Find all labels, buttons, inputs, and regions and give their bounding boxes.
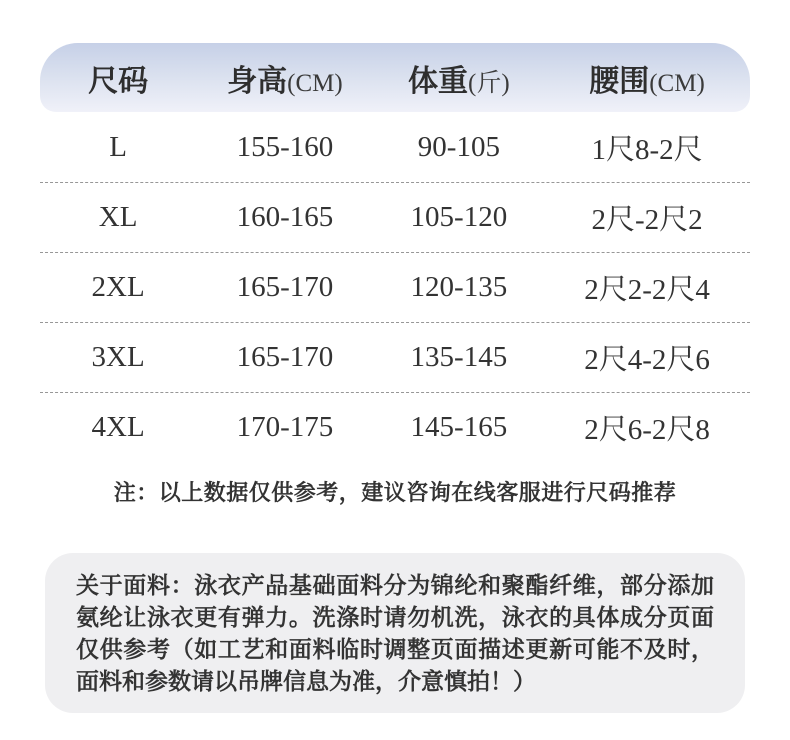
cell-waist: 2尺6-2尺8 [584, 414, 710, 446]
size-chart-page [0, 43, 790, 740]
cell-size: 4XL [91, 411, 145, 443]
column-header-weight-unit: (斤) [468, 69, 510, 97]
cell-size: XL [98, 201, 138, 233]
cell-size: 2XL [91, 271, 145, 303]
cell-waist: 2尺-2尺2 [591, 204, 703, 236]
column-header-weight [374, 56, 544, 100]
column-header-size-label: 尺码 [88, 64, 149, 98]
size-table-body [40, 112, 750, 462]
cell-height: 160-165 [236, 201, 334, 233]
reference-note: 注：以上数据仅供参考，建议咨询在线客服进行尺码推荐 [113, 480, 677, 505]
table-row-4xl [40, 392, 750, 462]
column-header-size [40, 56, 196, 100]
table-row-2xl [40, 252, 750, 322]
column-header-weight-label: 体重 [408, 64, 469, 98]
cell-weight: 90-105 [417, 130, 500, 163]
column-header-height-label: 身高 [227, 64, 288, 98]
column-header-waist [544, 56, 750, 100]
column-header-waist-label: 腰围 [589, 64, 650, 98]
cell-height: 155-160 [236, 130, 334, 163]
fabric-info-text: 关于面料：泳衣产品基础面料分为锦纶和聚酯纤维，部分添加氨纶让泳衣更有弹力。洗涤时请勿机洗，泳衣的具体成分页面仅供参考（如工艺和面料临时调整页面描述更新可能不及时，面料和参数请以吊牌信息为准，介意慎拍！） [76, 573, 714, 694]
table-row-3xl [40, 322, 750, 392]
cell-height: 170-175 [236, 411, 334, 443]
column-header-height [196, 56, 374, 100]
cell-weight: 120-135 [410, 271, 508, 303]
cell-size: 3XL [91, 341, 145, 373]
table-row-xl [40, 182, 750, 252]
cell-height: 165-170 [236, 341, 334, 373]
cell-waist: 2尺4-2尺6 [584, 344, 710, 376]
table-row-l [40, 112, 750, 182]
cell-weight: 135-145 [410, 341, 508, 373]
column-header-height-unit: (CM) [287, 69, 343, 97]
cell-weight: 105-120 [410, 201, 508, 233]
size-table-header [40, 43, 750, 112]
cell-height: 165-170 [236, 271, 334, 303]
cell-weight: 145-165 [410, 411, 508, 443]
cell-waist: 2尺2-2尺4 [584, 274, 710, 306]
cell-size: L [109, 130, 127, 163]
fabric-info-box [45, 553, 745, 713]
size-table [40, 43, 750, 507]
column-header-waist-unit: (CM) [649, 69, 705, 97]
cell-waist: 1尺8-2尺 [591, 133, 703, 166]
